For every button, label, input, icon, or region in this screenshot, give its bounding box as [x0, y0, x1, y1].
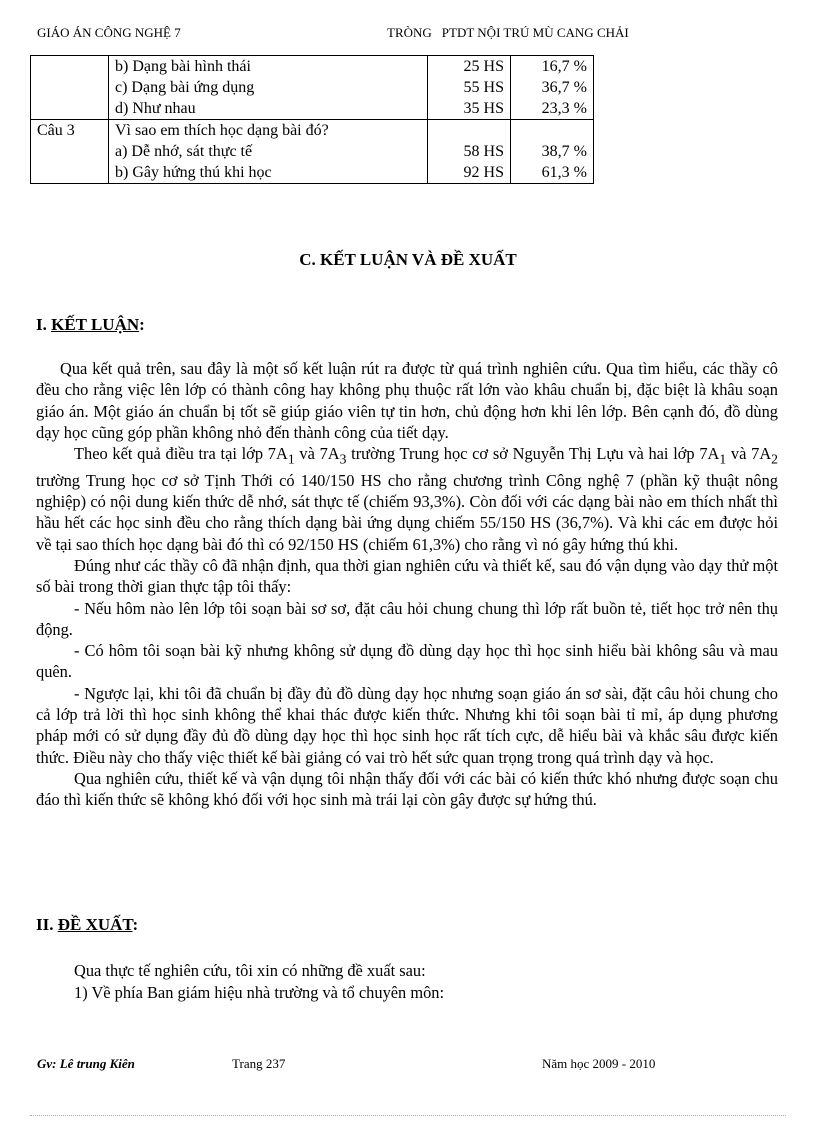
subscript: 1	[719, 451, 727, 467]
page-header	[37, 25, 737, 43]
answer-percent: 16,7 %	[541, 58, 587, 75]
paragraph: - Có hôm tôi soạn bài kỹ nhưng không sử dụng đồ dùng dạy học thì học sinh hiểu bài không sâu và mau quên.	[36, 641, 778, 682]
answer-option: c) Dạng bài ứng dụng	[115, 79, 255, 96]
paragraph	[36, 443, 778, 555]
answer-count: 25 HS	[463, 58, 504, 75]
answer-count: 92 HS	[463, 164, 504, 181]
subscript: 2	[771, 451, 778, 467]
answer-options	[109, 120, 428, 184]
paragraph: - Ngược lại, khi tôi đã chuẩn bị đầy đủ đồ dùng dạy học nhưng soạn giáo án sơ sài, đặt câu hỏi chung cho cả lớp trả lời thì học sinh không thể khai thác được kiến thức. Nhưng khi tôi soạn bài tỉ mỉ, áp dụng phương pháp mới có sử dụng đầy đủ đồ dùng dạy học thì học sinh học rất tích cực, dễ hiểu bài và khắc sâu được kiến thức. Điều này cho thấy việc thiết kế bài giảng có vai trò hết sức quan trọng trong quá trình dạy và học.	[36, 683, 778, 767]
text-run: và 7A	[726, 444, 772, 464]
answer-percent: 23,3 %	[541, 100, 587, 117]
heading-title: ĐỀ XUẤT	[57, 915, 133, 934]
answer-counts	[428, 56, 511, 120]
answer-percents	[511, 120, 594, 184]
header-school-name: PTDT NỘI TRÚ MÙ CANG CHẢI	[441, 25, 629, 40]
heading-colon: :	[139, 315, 145, 334]
subscript: 3	[339, 451, 347, 467]
paragraph: - Nếu hôm nào lên lớp tôi soạn bài sơ sơ, đặt câu hỏi chung chung thì lớp rất buồn tẻ, tiết học trở nên thụ động.	[36, 598, 778, 639]
proposal-intro: Qua thực tế nghiên cứu, tôi xin có những đề xuất sau:	[74, 961, 426, 980]
proposal-item: 1) Về phía Ban giám hiệu nhà trường và tổ chuyên môn:	[74, 983, 445, 1002]
answer-count: 58 HS	[463, 143, 504, 160]
answer-counts	[428, 120, 511, 184]
footer-divider	[30, 1115, 786, 1116]
answer-count: 55 HS	[463, 79, 504, 96]
survey-table	[30, 55, 594, 184]
answer-percent: 61,3 %	[541, 164, 587, 181]
heading-title: KẾT LUẬN	[51, 315, 140, 334]
footer-school-year: Năm học 2009 - 2010	[542, 1056, 656, 1071]
footer-page-number: Trang 237	[232, 1056, 286, 1071]
paragraph: Qua kết quả trên, sau đây là một số kết luận rút ra được từ quá trình nghiên cứu. Qua tìm hiểu, các thầy cô đều cho rằng việc lên lớp có thành công hay không phụ thuộc rất lớn vào khâu chuẩn bị, đặc biệt là khâu soạn giáo án. Một giáo án chuẩn bị tốt sẽ giúp giáo viên tự tin hơn, chủ động hơn khi lên lớp. Bên cạnh đó, đồ dùng dạy học cũng góp phần không nhỏ đến thành công của tiết dạy.	[36, 359, 778, 442]
table-row	[31, 120, 594, 184]
answer-option: b) Dạng bài hình thái	[115, 58, 251, 75]
header-subject: GIÁO ÁN CÔNG NGHỆ 7	[37, 25, 181, 40]
header-school-prefix: TRÒNG	[387, 25, 432, 40]
subscript: 1	[287, 451, 295, 467]
question-label: Câu 3	[31, 120, 109, 184]
paragraph: Đúng như các thầy cô đã nhận định, qua thời gian nghiên cứu và thiết kế, sau đó vận dụng vào dạy thử một số bài trong thời gian thực tập tôi thấy:	[36, 555, 778, 597]
answer-option: d) Như nhau	[115, 100, 196, 117]
question-text: Vì sao em thích học dạng bài đó?	[115, 122, 329, 139]
answer-percents	[511, 56, 594, 120]
answer-percent: 36,7 %	[541, 79, 587, 96]
heading-number: I.	[36, 315, 52, 334]
answer-options	[109, 56, 428, 120]
question-label	[31, 56, 109, 120]
table-row	[31, 56, 594, 120]
text-run: Theo kết quả điều tra tại lớp 7A	[74, 444, 288, 464]
answer-percent: 38,7 %	[541, 143, 587, 160]
answer-percent	[517, 120, 587, 141]
heading-colon: :	[132, 915, 139, 934]
section-title: C. KẾT LUẬN VÀ ĐỀ XUẤT	[299, 250, 517, 269]
answer-count	[434, 120, 504, 141]
answer-option: a) Dễ nhớ, sát thực tế	[115, 143, 253, 160]
text-run: và 7A	[294, 444, 340, 464]
answer-count: 35 HS	[463, 100, 504, 117]
footer-author: Gv: Lê trung Kiên	[37, 1056, 135, 1071]
heading-conclusion	[36, 315, 145, 335]
header-school	[387, 25, 639, 41]
heading-number: II.	[36, 915, 58, 934]
conclusion-body	[36, 358, 778, 811]
text-run: trường Trung học cơ sở Tịnh Thới có 140/150 HS cho rằng chương trình Công nghệ 7 (phần kỹ thuật nông nghiệp) có nội dung kiến thức dễ nhớ, sát thực tế (chiếm 93,3%). Còn đối với các dạng bài nào em thích nhất thì hầu hết các học sinh đều cho rằng thích dạng bài ứng dụng chiếm 55/150 HS (36,7%). Và khi các em được hỏi về tại sao thích học dạng bài đó thì có 92/150 HS (chiếm 61,3%) cho rằng vì nó gây hứng thú khi.	[36, 470, 778, 554]
paragraph: Qua nghiên cứu, thiết kế và vận dụng tôi nhận thấy đối với các bài có kiến thức khó nhưng được soạn chu đáo thì kiến thức sẽ không khó đối với học sinh mà trái lại còn gây được sự hứng thú.	[36, 768, 778, 810]
answer-option: b) Gây hứng thú khi học	[115, 164, 272, 181]
text-run: trường Trung học cơ sở Nguyễn Thị Lựu và hai lớp 7A	[346, 444, 720, 464]
heading-proposal	[36, 915, 138, 935]
